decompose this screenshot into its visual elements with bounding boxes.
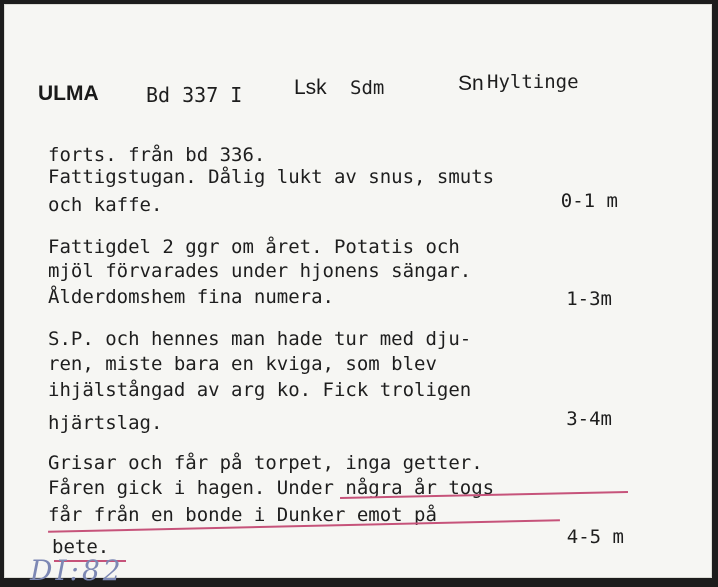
region-abbr: Sdm <box>350 77 385 99</box>
text-line: Fattigdel 2 ggr om året. Potatis och <box>48 236 460 258</box>
text-line: Fåren gick i hagen. Under några år togs <box>48 477 495 499</box>
text-line: hjärtslag. <box>48 412 163 434</box>
depth-range: 0-1 m <box>560 190 618 212</box>
text-line: S.P. och hennes man hade tur med dju- <box>48 328 472 350</box>
parish-code: ULMA <box>38 82 99 105</box>
text-line: forts. från bd 336. <box>48 144 266 166</box>
parish-label: Sn <box>458 72 484 95</box>
depth-range: 3-4m <box>566 408 612 430</box>
text-line: bete. <box>52 536 110 558</box>
county-abbr: Lsk <box>294 76 327 99</box>
depth-range: 4-5 m <box>566 526 624 548</box>
text-line: och kaffe. <box>48 194 163 216</box>
text-line: ren, miste bara en kviga, som blev <box>48 353 437 375</box>
text-line: får från en bonde i Dunker emot på <box>48 504 437 526</box>
index-card <box>4 4 712 587</box>
text-line: ihjälstångad av arg ko. Fick troligen <box>48 379 472 401</box>
text-line: Fattigstugan. Dålig lukt av snus, smuts <box>48 166 495 188</box>
text-line: Grisar och får på torpet, inga getter. <box>48 452 483 474</box>
volume-number: Bd 337 I <box>146 83 243 107</box>
depth-range: 1-3m <box>566 288 612 310</box>
text-line: mjöl förvarades under hjonens sängar. <box>48 260 472 282</box>
text-line: Ålderdomshem fina numera. <box>48 286 334 308</box>
parish-name: Hyltinge <box>487 71 579 93</box>
archive-mark: DI:82 <box>30 554 124 587</box>
